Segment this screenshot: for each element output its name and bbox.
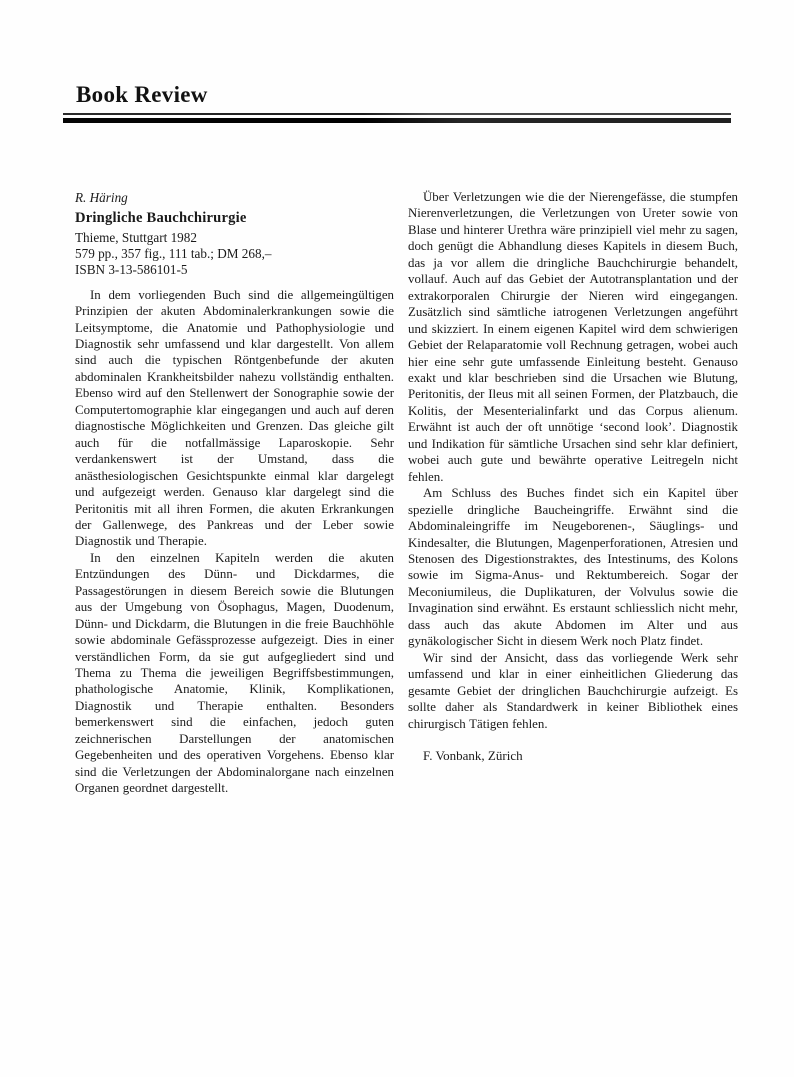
review-body	[75, 189, 738, 797]
book-publisher: Thieme, Stuttgart 1982	[75, 230, 197, 245]
book-edition-details: 579 pp., 357 fig., 111 tab.; DM 268,–	[75, 246, 272, 262]
book-isbn: ISBN 3-13-586101-5	[75, 262, 188, 278]
left-column	[75, 189, 394, 797]
review-paragraph-3: Über Verletzungen wie die der Nierengefässe, die stumpfen Nierenverletzungen, die Verletzungen von Ureter sowie von Blase und hinterer Urethra wäre prinzipiell viel mehr zu sagen, doch genügt die Abhandlung dieses Kapitels in diesem Buch, das ja vor allem die dringliche Bauchchirurgie behandelt, vollauf. Auch auf das Gebiet der Autotransplantation und der extrakorporalen Chirurgie der Nieren wird eingegangen. Zusätzlich sind sämtliche iatrogenen Verletzungen angeführt und skizziert. In einem eigenen Kapitel wird dem schwierigen Gebiet der Relaparatomie voll Rechnung getragen, wobei auch hier eine sehr gute umfassende Einleitung besteht. Genauso exakt und klar beschrieben sind die Ursachen wie Blutung, Peritonitis, der Ileus mit all seinen Formen, der Platzbauch, die Kolitis, der Mesenterialinfarkt und das Corpus alienum. Erwähnt ist auch der oft unnötige ‘second look’. Diagnostik und Indikation für sämtliche Ursachen sind sehr klar definiert, wobei auch gute und bewährte operative Leitregeln nicht fehlen.	[408, 190, 738, 484]
review-paragraph-5: Wir sind der Ansicht, dass das vorliegende Werk sehr umfassend und klar in einer einheitlichen Gliederung das gesamte Gebiet der dringlichen Bauchchirurgie aufzeigt. Es sollte daher als Standardwerk in keiner Bibliothek eines chirurgisch Tätigen fehlen.	[408, 650, 738, 731]
section-header	[63, 82, 731, 123]
review-paragraph-4: Am Schluss des Buches findet sich ein Kapitel über spezielle dringliche Baucheingriffe. Erwähnt sind die Abdominaleingriffe im Neugeborenen-, Säuglings- und Kindesalter, die Blutungen, Magenperforationen, Atresien und Stenosen des Digestionstraktes, des Intestinums, des Kolons sowie im Sigma-Anus- und Rektumbereich. Sogar der Meconiumileus, die Duplikaturen, der Volvulus sowie die Invagination sind erwähnt. Es erstaunt schliesslich nicht mehr, dass auch das akute Abdomen im Alter und aus gynäkologischer Sicht in diesem Werk noch Platz findet.	[408, 486, 738, 649]
page-title: Book Review	[76, 82, 208, 107]
header-rule-thin	[63, 113, 731, 115]
book-title: Dringliche Bauchchirurgie	[75, 210, 247, 226]
reviewer-signature: F. Vonbank, Zürich	[423, 747, 523, 763]
review-paragraph-2: In den einzelnen Kapiteln werden die akuten Entzündungen des Dünn- und Dickdarmes, die Passagestörungen in diesem Bereich sowie die Blutungen aus der Umgebung von Ösophagus, Magen, Duodenum, Dünn- und Dickdarm, die Blutungen in die freie Bauchhöhle sowie abdominale Gefässprozesse aufgezeigt. Dies in einer verständlichen Form, da sie gut aufgegliedert sind und Thema zu Thema die jeweiligen Begriffsbestimmungen, phathologische Anatomie, Klinik, Komplikationen, Diagnostik und Therapie enthalten. Besonders bemerkenswert sind die einfachen, jedoch guten zeichnerischen Darstellungen der anatomischen Gegebenheiten und des operativen Vorgehens. Ebenso klar sind die Verletzungen der Abdominalorgane nach einzelnen Organen geordnet dargestellt.	[75, 550, 394, 796]
book-author: R. Häring	[75, 190, 128, 205]
header-rule-thick	[63, 118, 731, 123]
review-paragraph-1: In dem vorliegenden Buch sind die allgemeingültigen Prinzipien der akuten Abdominalerkrankungen sowie die Leitsymptome, die Anatomie und Pathophysiologie und Diagnostik sehr umfassend und klar dargestellt. Von allem sind auch die typischen Röntgenbefunde der akuten abdominalen Krankheitsbilder nahezu vollständig enthalten. Ebenso wird auf den Stellenwert der Sonographie sowie der Computertomographie klar eingegangen und auch auf deren diagnostische Möglichkeiten und Grenzen. Das gleiche gilt auch für die notfallmässige Laparoskopie. Sehr verdankenswert ist der Umstand, dass die anästhesiologischen Gesichtspunkte einmal klar dargelegt und aufgezeigt werden. Genauso klar dargelegt sind die Peritonitis mit all ihren Formen, die akuten Erkrankungen der Gallenwege, des Pankreas und der Leber sowie Diagnostik und Therapie.	[75, 287, 394, 549]
book-citation	[75, 189, 394, 279]
right-column	[408, 189, 738, 797]
